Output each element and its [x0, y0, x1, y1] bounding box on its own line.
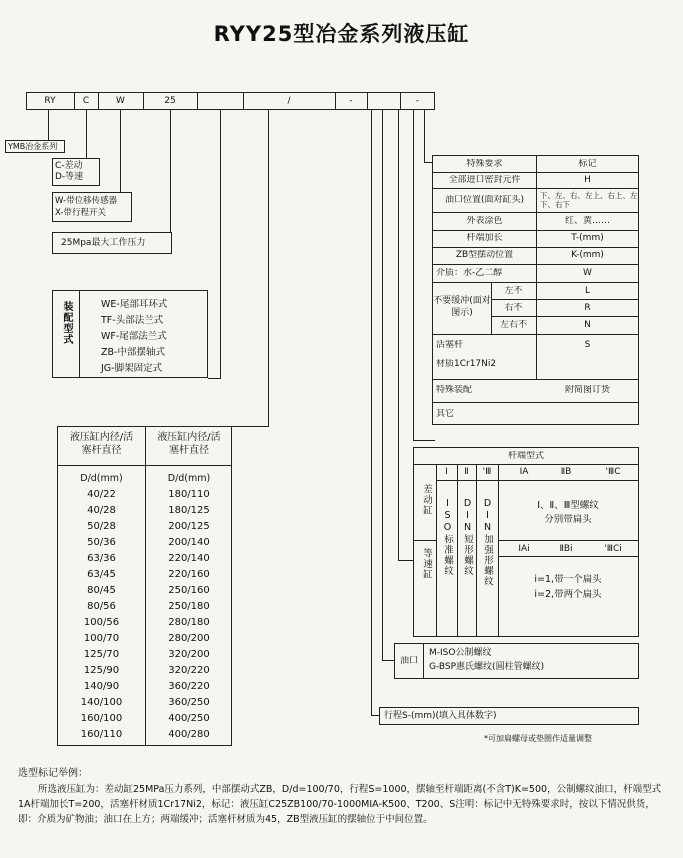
series-label: YMB冶金系列: [8, 142, 58, 151]
code-cell-c: C: [82, 96, 90, 106]
page-title: RYY25型冶金系列液压缸: [213, 22, 470, 46]
type-iibi: ⅡBi: [559, 544, 573, 554]
mark-special-fit: 附简图订货: [564, 385, 610, 395]
bore-value: 360/250: [168, 697, 210, 708]
req-medium: 介质：水-乙二醇: [436, 268, 503, 278]
bore-value: 160/100: [80, 713, 123, 724]
bore-value: 160/110: [80, 729, 123, 740]
code-cell-dash1: -: [349, 96, 353, 106]
cushion-left-mark: L: [584, 286, 590, 296]
type-i: Ⅰ: [445, 467, 448, 477]
special-header-mark: 标记: [578, 159, 597, 169]
code-cell-w: W: [116, 96, 125, 106]
pressure-label: 25Mpa最大工作压力: [61, 238, 146, 248]
bore-value: 125/90: [83, 665, 120, 676]
req-color: 外表涂色: [466, 216, 503, 226]
mark-port-position: 下、左、右、左上、右上、左下、右下: [540, 191, 638, 209]
req-other: 其它: [436, 409, 455, 419]
bore-value: 100/56: [83, 617, 120, 628]
mounting-box: [52, 290, 208, 378]
motion-diff: C-差动: [55, 161, 83, 171]
type-iai: ⅠAi: [518, 544, 530, 554]
example-heading: 选型标记举例：: [18, 768, 88, 779]
desc-thread-types: Ⅰ、Ⅱ、Ⅲ型螺纹: [537, 500, 599, 511]
bore-value: 200/125: [168, 521, 210, 532]
port-bsp: G-BSP惠氏螺纹(圆柱管螺纹): [429, 662, 545, 672]
code-cell-ry: RY: [44, 96, 56, 106]
mounting-jg: JG-脚架固定式: [101, 363, 163, 374]
din-short-label: DIN短形螺纹: [462, 498, 473, 576]
motion-equal: D-等速: [55, 172, 84, 182]
bore-value: 80/56: [87, 601, 116, 612]
sensor-x: X-带行程开关: [55, 208, 106, 218]
mark-zb-position: K-(mm): [571, 250, 604, 260]
bore-value: 250/180: [168, 601, 210, 612]
rod-end-title: 杆端型式: [507, 451, 544, 461]
desc-i1: i=1,带一个扁头: [534, 574, 602, 585]
cushion-both: 左右不: [499, 320, 527, 330]
bore-value: 180/110: [168, 489, 210, 500]
bore-value: 63/36: [87, 553, 116, 564]
bore-value: 320/220: [168, 665, 210, 676]
bore-value: 180/125: [168, 505, 210, 516]
type-ii: Ⅱ: [464, 467, 469, 477]
stroke-box: [379, 707, 639, 725]
bore-value: 63/45: [87, 569, 116, 580]
mounting-tf: TF-头部法兰式: [101, 315, 164, 326]
desc-i2: i=2,带两个扁头: [534, 589, 602, 600]
port-box: [394, 643, 639, 679]
code-cell-dash2: -: [415, 96, 420, 106]
bore-value: 280/180: [168, 617, 210, 628]
bore-value: 220/160: [168, 569, 210, 580]
cushion-left: 左不: [504, 286, 523, 296]
type-iiic: 'ⅢC: [605, 467, 621, 477]
din-strong-label: DIN加强形螺纹: [482, 498, 493, 587]
cushion-right: 右不: [504, 303, 523, 313]
bore-value: 220/140: [168, 553, 210, 564]
bore-col-1: [58, 473, 145, 745]
mounting-we: WE-尾部耳环式: [101, 299, 168, 310]
bore-header-2: 液压缸内径/活塞杆直径: [157, 432, 221, 456]
bore-value: 50/36: [87, 537, 116, 548]
example-text: 所选液压缸为：差动缸25MPa压力系列，中部摆动式ZB，D/d=100/70，行程S=1000，摆轴至杆端距离(不含T)K=500，公制螺纹油口，杆端型式1A杆端加长T=200，活塞杆材质1Cr17Ni2，标记：液压缸C25ZB100/70-1000MIA-K500、T200、S注明：标记中无特殊要求时，按以下情况供货，即：介质为矿物油；油口在上方；两端缓冲；活塞杆材质为45，ZB型液压缸的摆轴位于中间位置。: [18, 784, 662, 825]
req-seal: 全部进口密封元件: [448, 175, 521, 185]
special-table: [432, 155, 639, 425]
equal-cylinder-label: 等速缸: [421, 548, 432, 580]
type-ia: ⅠA: [519, 467, 529, 477]
code-cell-25: 25: [164, 96, 176, 106]
mark-rod-extension: T-(mm): [571, 233, 604, 243]
bore-value: 40/22: [87, 489, 116, 500]
bore-unit: D/d(mm): [167, 473, 211, 484]
bore-value: 280/200: [168, 633, 210, 644]
bore-value: 400/280: [168, 729, 210, 740]
type-iib: ⅡB: [560, 467, 572, 477]
port-metric: M-ISO公制螺纹: [429, 648, 492, 658]
series-box: [5, 140, 65, 153]
bore-value: 50/28: [87, 521, 116, 532]
bore-unit: D/d(mm): [80, 473, 123, 484]
mounting-wf: WF-尾部法兰式: [101, 331, 167, 342]
bore-value: 40/28: [87, 505, 116, 516]
rod-end-table: [413, 447, 639, 637]
mark-rod: S: [584, 340, 591, 350]
bore-value: 80/45: [87, 585, 116, 596]
diff-cylinder-label: 差动缸: [421, 484, 432, 516]
req-zb-position: ZB型摆动位置: [455, 250, 514, 260]
type-iii: 'Ⅲ: [482, 467, 492, 477]
req-special-fit: 特殊装配: [436, 385, 473, 395]
bore-header-1: 液压缸内径/活塞杆直径: [69, 432, 134, 456]
type-iiici: 'ⅢCi: [604, 544, 622, 554]
stroke-label: 行程S-(mm)(填入具体数字): [384, 711, 497, 721]
mounting-label: 装配型式: [61, 301, 72, 345]
mounting-zb: ZB-中部摆轴式: [101, 347, 165, 358]
bore-table: [57, 426, 232, 746]
mark-color: 红、黄……: [564, 216, 610, 226]
sensor-w: W-带位移传感器: [55, 196, 118, 206]
note: *可加扁螺母或垫圈作适量调整: [484, 734, 592, 743]
special-header-req: 特殊要求: [466, 159, 503, 169]
bore-value: 125/70: [83, 649, 120, 660]
bore-value: 320/200: [168, 649, 210, 660]
req-port-position: 油口位置(面对缸头): [444, 195, 525, 205]
bore-value: 250/160: [168, 585, 210, 596]
bore-value: 200/140: [168, 537, 210, 548]
bore-value: 400/250: [168, 713, 210, 724]
bore-value: 140/100: [80, 697, 123, 708]
sensor-box: [52, 192, 132, 222]
mark-seal: H: [584, 175, 591, 185]
bore-col-2: [146, 473, 232, 745]
motion-type-box: [52, 158, 100, 186]
pressure-box: [52, 232, 172, 254]
cushion-label: 不要缓冲(面对图示): [433, 296, 491, 318]
bore-value: 100/70: [83, 633, 120, 644]
bore-value: 140/90: [83, 681, 120, 692]
req-rod-1: 活塞杆: [436, 340, 464, 350]
cushion-right-mark: R: [584, 303, 591, 313]
desc-flat-head: 分别带扁头: [544, 514, 592, 525]
mark-medium: W: [583, 268, 592, 278]
port-label: 油口: [399, 656, 418, 666]
req-rod-extension: 杆端加长: [466, 233, 503, 243]
req-rod-2: 材质1Cr17Ni2: [436, 359, 497, 369]
bore-value: 360/220: [168, 681, 210, 692]
cushion-both-mark: N: [584, 320, 591, 330]
code-cell-slash: /: [287, 96, 291, 106]
iso-thread-label: ISO标准螺纹: [442, 498, 453, 576]
